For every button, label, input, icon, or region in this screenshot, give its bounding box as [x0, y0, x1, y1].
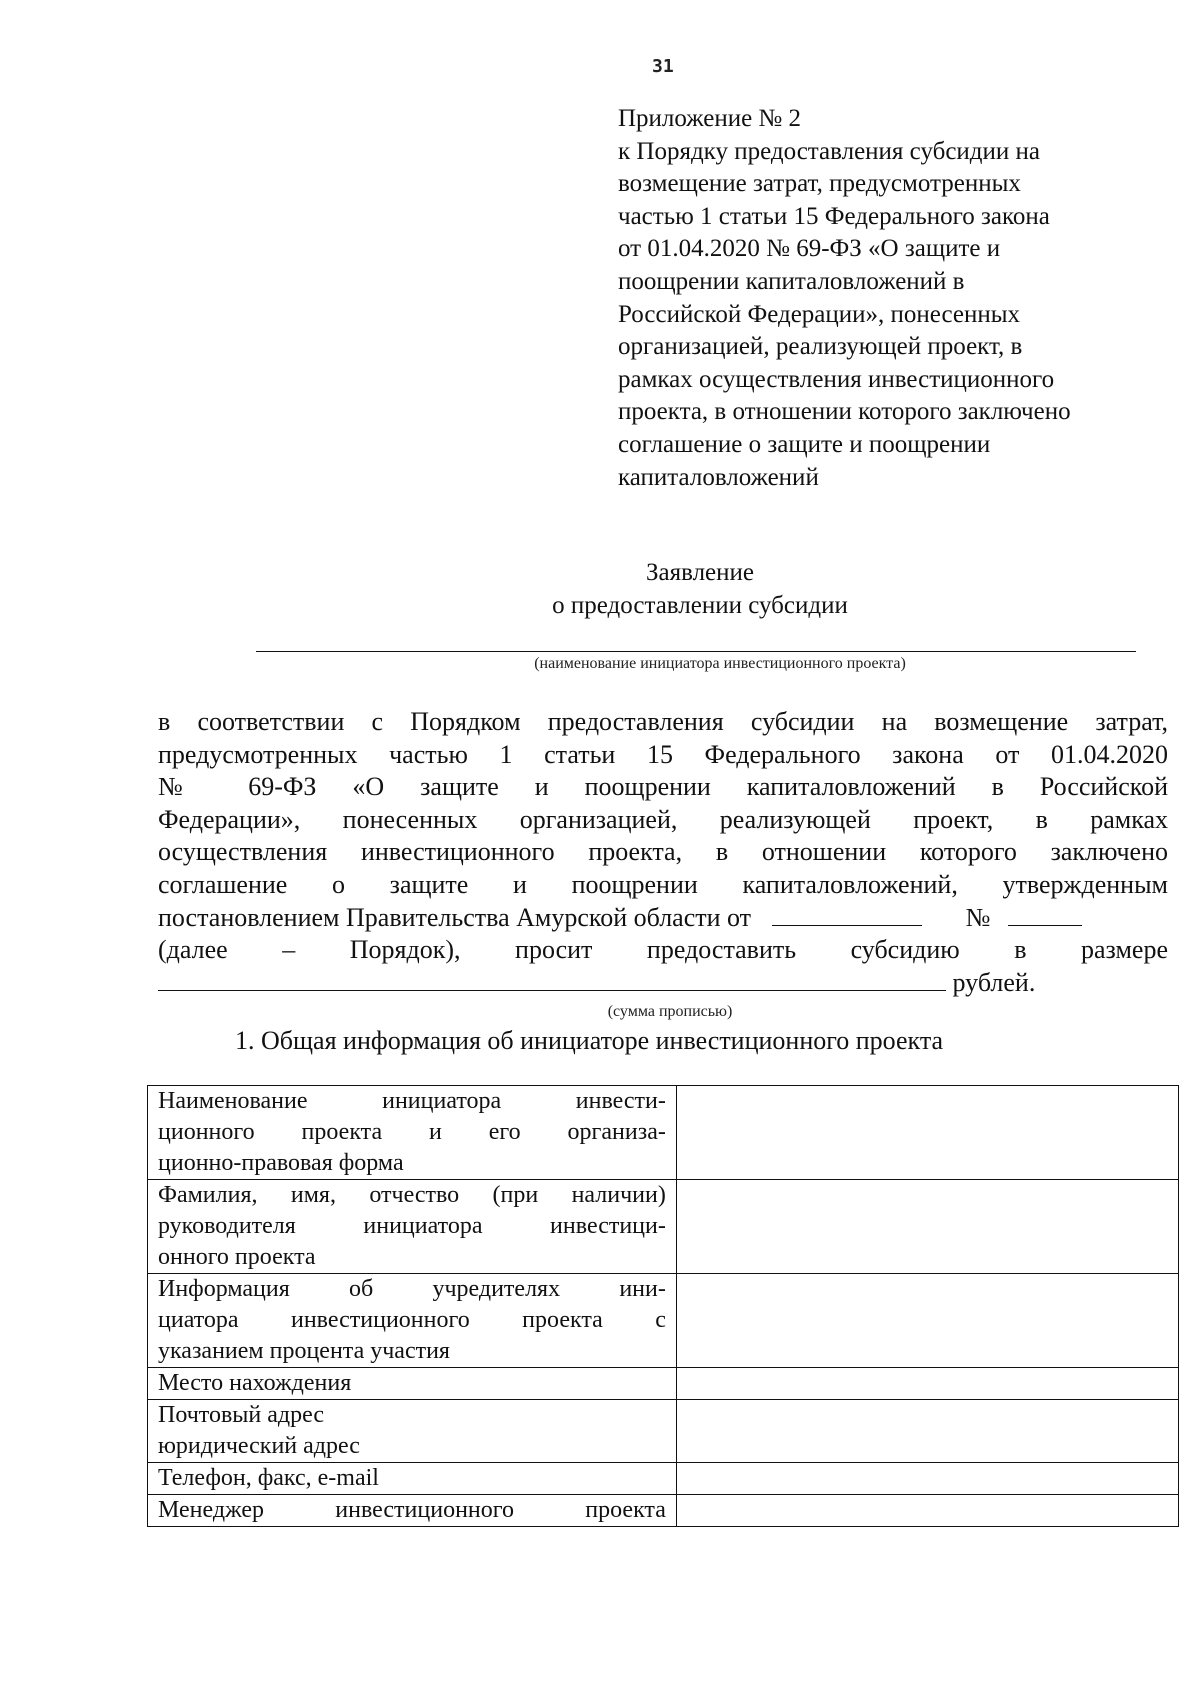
appendix-line: Приложение № 2 — [618, 105, 802, 132]
section-title: 1. Общая информация об инициаторе инвестиционного проекта — [235, 1026, 944, 1055]
label-line: Информация об учредителях ини- — [158, 1276, 666, 1302]
number-sign: № — [965, 902, 991, 932]
label-line: Почтовый адрес — [158, 1402, 325, 1428]
label-line: Телефон, факс, e-mail — [158, 1465, 379, 1491]
table-row — [148, 1463, 1179, 1495]
table-row — [148, 1400, 1179, 1463]
appendix-line: Российской Федерации», понесенных — [618, 300, 1021, 328]
table-row — [148, 1274, 1179, 1368]
table-value-cell[interactable] — [676, 1463, 1178, 1495]
date-blank — [772, 925, 922, 926]
table-label-cell — [148, 1274, 677, 1368]
body-line: осуществления инвестиционного проекта, в отношении которого заключено — [158, 837, 1168, 867]
label-line: указанием процента участия — [158, 1338, 450, 1364]
appendix-line: к Порядку предоставления субсидии на — [618, 137, 1041, 165]
body-line: соглашение о защите и поощрении капиталовложений, утвержденным — [158, 869, 1168, 899]
appendix-line: частью 1 статьи 15 Федерального закона — [618, 202, 1050, 230]
appendix-line: проекта, в отношении которого заключено — [618, 398, 1071, 426]
label-line: Менеджер инвестиционного проекта — [158, 1497, 666, 1523]
body-line-text: постановлением Правительства Амурской области от — [158, 902, 752, 932]
body-line: Федерации», понесенных организацией, реализующей проект, в рамках — [158, 804, 1168, 834]
table-label-cell — [148, 1400, 677, 1463]
body-line: в соответствии с Порядком предоставления субсидии на возмещение затрат, — [158, 707, 1168, 736]
page-number: 31 — [652, 56, 674, 77]
label-line: руководителя инициатора инвестици- — [158, 1213, 666, 1239]
label-line: Фамилия, имя, отчество (при наличии) — [158, 1182, 666, 1208]
label-line: онного проекта — [158, 1244, 316, 1270]
table-label-cell — [148, 1495, 677, 1527]
number-blank — [1008, 925, 1082, 926]
appendix-line: поощрении капиталовложений в — [618, 267, 965, 295]
table-row — [148, 1180, 1179, 1274]
body-line: № 69-ФЗ «О защите и поощрении капиталовложений в Российской — [158, 772, 1168, 802]
rubles-label: рублей. — [952, 967, 1036, 997]
table-label-cell — [148, 1086, 677, 1180]
table-row — [148, 1495, 1179, 1527]
body-line-date — [158, 902, 1168, 935]
document-subtitle: о предоставлении субсидии — [552, 592, 848, 619]
table-value-cell[interactable] — [676, 1180, 1178, 1274]
table-label-cell — [148, 1180, 677, 1274]
table-value-cell[interactable] — [676, 1495, 1178, 1527]
table-value-cell[interactable] — [676, 1400, 1178, 1463]
label-line: циатора инвестиционного проекта с — [158, 1307, 666, 1333]
appendix-line: от 01.04.2020 № 69-ФЗ «О защите и — [618, 235, 1001, 263]
table-label-cell — [148, 1368, 677, 1400]
application-body — [158, 706, 1168, 999]
body-line: предусмотренных частью 1 статьи 15 Федерального закона от 01.04.2020 — [158, 739, 1168, 769]
table-row — [148, 1368, 1179, 1400]
appendix-line: рамках осуществления инвестиционного — [618, 365, 1055, 393]
appendix-line: организацией, реализующей проект, в — [618, 333, 1023, 361]
document-title: Заявление — [645, 559, 755, 586]
table-value-cell[interactable] — [676, 1368, 1178, 1400]
sum-caption: (сумма прописью) — [607, 1003, 733, 1020]
label-line: Место нахождения — [158, 1370, 352, 1396]
table-label-cell — [148, 1463, 677, 1495]
appendix-line: капиталовложений — [618, 463, 819, 491]
applicant-name-blank — [256, 651, 1136, 652]
label-line: Наименование инициатора инвести- — [158, 1088, 666, 1114]
table-value-cell[interactable] — [676, 1274, 1178, 1368]
table-row — [148, 1086, 1179, 1180]
body-line-sum — [158, 967, 1168, 1000]
appendix-line: возмещение затрат, предусмотренных — [618, 170, 1021, 198]
table-value-cell[interactable] — [676, 1086, 1178, 1180]
appendix-line: соглашение о защите и поощрении — [618, 430, 991, 458]
applicant-caption: (наименование инициатора инвестиционного проекта) — [534, 655, 906, 672]
appendix-header — [618, 103, 1178, 494]
label-line: ционно-правовая форма — [158, 1150, 404, 1176]
body-line: (далее – Порядок), просит предоставить субсидию в размере — [158, 935, 1168, 965]
sum-blank — [158, 990, 946, 991]
label-line: ционного проекта и его организа- — [158, 1119, 666, 1145]
label-line: юридический адрес — [158, 1433, 360, 1459]
initiator-info-table — [147, 1085, 1179, 1527]
